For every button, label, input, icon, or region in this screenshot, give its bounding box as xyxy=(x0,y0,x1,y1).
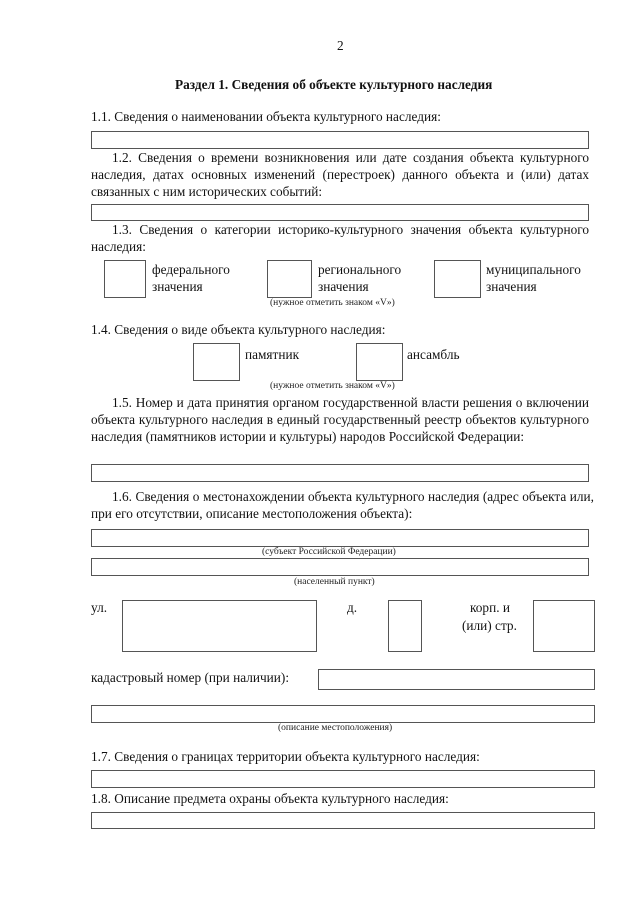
protection-subject-field[interactable] xyxy=(91,812,595,829)
regional-label-2: значения xyxy=(318,279,369,294)
federal-checkbox[interactable] xyxy=(104,260,146,298)
locality-caption: (населенный пункт) xyxy=(294,577,375,587)
monument-checkbox[interactable] xyxy=(193,343,240,381)
municipal-label-1: муниципального xyxy=(486,262,581,277)
category-note: (нужное отметить знаком «V») xyxy=(270,298,395,308)
building-field[interactable] xyxy=(533,600,595,652)
section-title: Раздел 1. Сведения об объекте культурного наследия xyxy=(175,77,493,92)
boundaries-field[interactable] xyxy=(91,770,595,788)
federal-label-2: значения xyxy=(152,279,203,294)
location-description-field[interactable] xyxy=(91,705,595,723)
building-label-2: (или) стр. xyxy=(462,618,517,633)
section-1-6-label: 1.6. Сведения о местонахождении объекта культурного наследия (адрес объекта или, при его отсутствии, описание местоположения объекта): xyxy=(91,489,594,521)
section-1-1-label: 1.1. Сведения о наименовании объекта культурного наследия: xyxy=(91,109,441,124)
house-label: д. xyxy=(347,600,358,615)
page-number: 2 xyxy=(337,38,344,53)
section-1-3-label: 1.3. Сведения о категории историко-культурного значения объекта культурного наследия: xyxy=(91,222,589,254)
building-label-1: корп. и xyxy=(470,600,510,615)
section-1-5-label: 1.5. Номер и дата принятия органом государственной власти решения о включении объекта культурного наследия в единый государственный реестр объектов культурного наследия (памятников истории и культуры) народов Российской Федерации: xyxy=(91,395,589,444)
house-field[interactable] xyxy=(388,600,422,652)
ensemble-label: ансамбль xyxy=(407,347,460,362)
section-1-8-label: 1.8. Описание предмета охраны объекта культурного наследия: xyxy=(91,791,449,806)
cadastral-label: кадастровый номер (при наличии): xyxy=(91,670,290,685)
location-description-caption: (описание местоположения) xyxy=(278,723,393,733)
section-1-7-label: 1.7. Сведения о границах территории объекта культурного наследия: xyxy=(91,749,480,764)
regional-checkbox[interactable] xyxy=(267,260,312,298)
subject-field[interactable] xyxy=(91,529,589,547)
locality-field[interactable] xyxy=(91,558,589,576)
monument-label: памятник xyxy=(245,347,300,362)
street-field[interactable] xyxy=(122,600,317,652)
ensemble-checkbox[interactable] xyxy=(356,343,403,381)
federal-label-1: федерального xyxy=(152,262,230,277)
registry-decision-field[interactable] xyxy=(91,464,589,482)
type-note: (нужное отметить знаком «V») xyxy=(270,381,395,391)
municipal-checkbox[interactable] xyxy=(434,260,481,298)
subject-caption: (субъект Российской Федерации) xyxy=(262,547,396,557)
object-name-field[interactable] xyxy=(91,131,589,149)
cadastral-field[interactable] xyxy=(318,669,595,690)
regional-label-1: регионального xyxy=(318,262,402,277)
street-label: ул. xyxy=(91,600,108,615)
municipal-label-2: значения xyxy=(486,279,537,294)
dates-field[interactable] xyxy=(91,204,589,221)
section-1-4-label: 1.4. Сведения о виде объекта культурного наследия: xyxy=(91,322,386,337)
section-1-2-label: 1.2. Сведения о времени возникновения или дате создания объекта культурного наследия, датах основных изменений (перестроек) данного объекта и (или) датах связанных с ним исторических событий: xyxy=(91,150,589,199)
